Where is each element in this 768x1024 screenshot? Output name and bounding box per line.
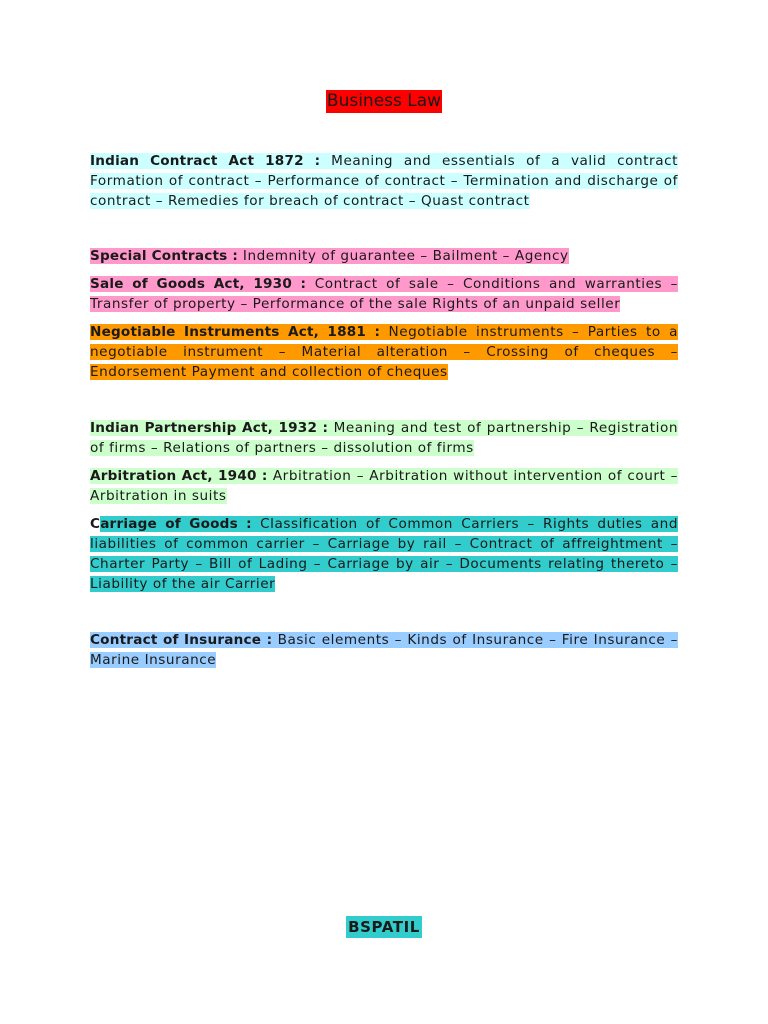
section-text: Arbitration – Arbitration without intervention of court – Arbitration in suits — [90, 468, 679, 504]
section-text: Indemnity of guarantee – Bailment – Agency — [242, 248, 569, 264]
section-text: Contract of sale – Conditions and warranties – Transfer of property – Performance of the sale Rights of an unpaid seller — [90, 276, 678, 312]
section-highlight — [90, 420, 678, 456]
section-heading: Sale of Goods Act, 1930 : — [90, 276, 307, 292]
section-highlight — [90, 632, 678, 668]
section-special-contracts — [90, 246, 678, 266]
section-heading: Arbitration Act, 1940 : — [90, 468, 268, 484]
section-text: Meaning and essentials of a valid contract Formation of contract – Performance of contract – Termination and discharge of contract – Remedies for breach of contract – Quast contract — [90, 153, 678, 209]
section-heading: arriage of Goods : — [100, 516, 252, 532]
section-highlight — [90, 276, 678, 312]
document-title: Business Law — [326, 91, 442, 111]
section-heading: Negotiable Instruments Act, 1881 : — [90, 324, 381, 340]
section-carriage-of-goods — [90, 514, 678, 594]
section-highlight — [90, 153, 678, 209]
section-text: Basic elements – Kinds of Insurance – Fire Insurance – Marine Insurance — [90, 632, 678, 668]
footer-container — [0, 916, 768, 938]
section-heading-first-letter: C — [90, 516, 101, 532]
section-sale-of-goods-act — [90, 274, 678, 314]
section-text: Meaning and test of partnership – Registration of firms – Relations of partners – dissolution of firms — [90, 420, 679, 456]
author-footer: BSPATIL — [348, 918, 420, 936]
title-container — [0, 90, 768, 113]
section-arbitration-act — [90, 466, 678, 506]
section-highlight — [90, 324, 678, 380]
section-heading: Indian Contract Act 1872 : — [90, 153, 321, 169]
section-heading: Indian Partnership Act, 1932 : — [90, 420, 329, 436]
section-indian-contract-act — [90, 151, 678, 211]
section-negotiable-instruments-act — [90, 322, 678, 382]
section-highlight — [90, 248, 569, 264]
section-heading: Special Contracts : — [90, 248, 239, 264]
section-text: Negotiable instruments – Parties to a negotiable instrument – Material alteration – Crossing of cheques – Endorsement Payment and collection of cheques — [90, 324, 678, 380]
section-highlight — [90, 516, 678, 592]
section-contract-of-insurance — [90, 630, 678, 670]
section-highlight — [90, 468, 678, 504]
section-text: Classification of Common Carriers – Rights duties and liabilities of common carrier – Carriage by rail – Contract of affreightment – Charter Party – Bill of Lading – Carriage by air – Documents relating thereto – Liability of the air Carrier — [90, 516, 678, 592]
section-indian-partnership-act — [90, 418, 678, 458]
section-heading: Contract of Insurance : — [90, 632, 273, 648]
